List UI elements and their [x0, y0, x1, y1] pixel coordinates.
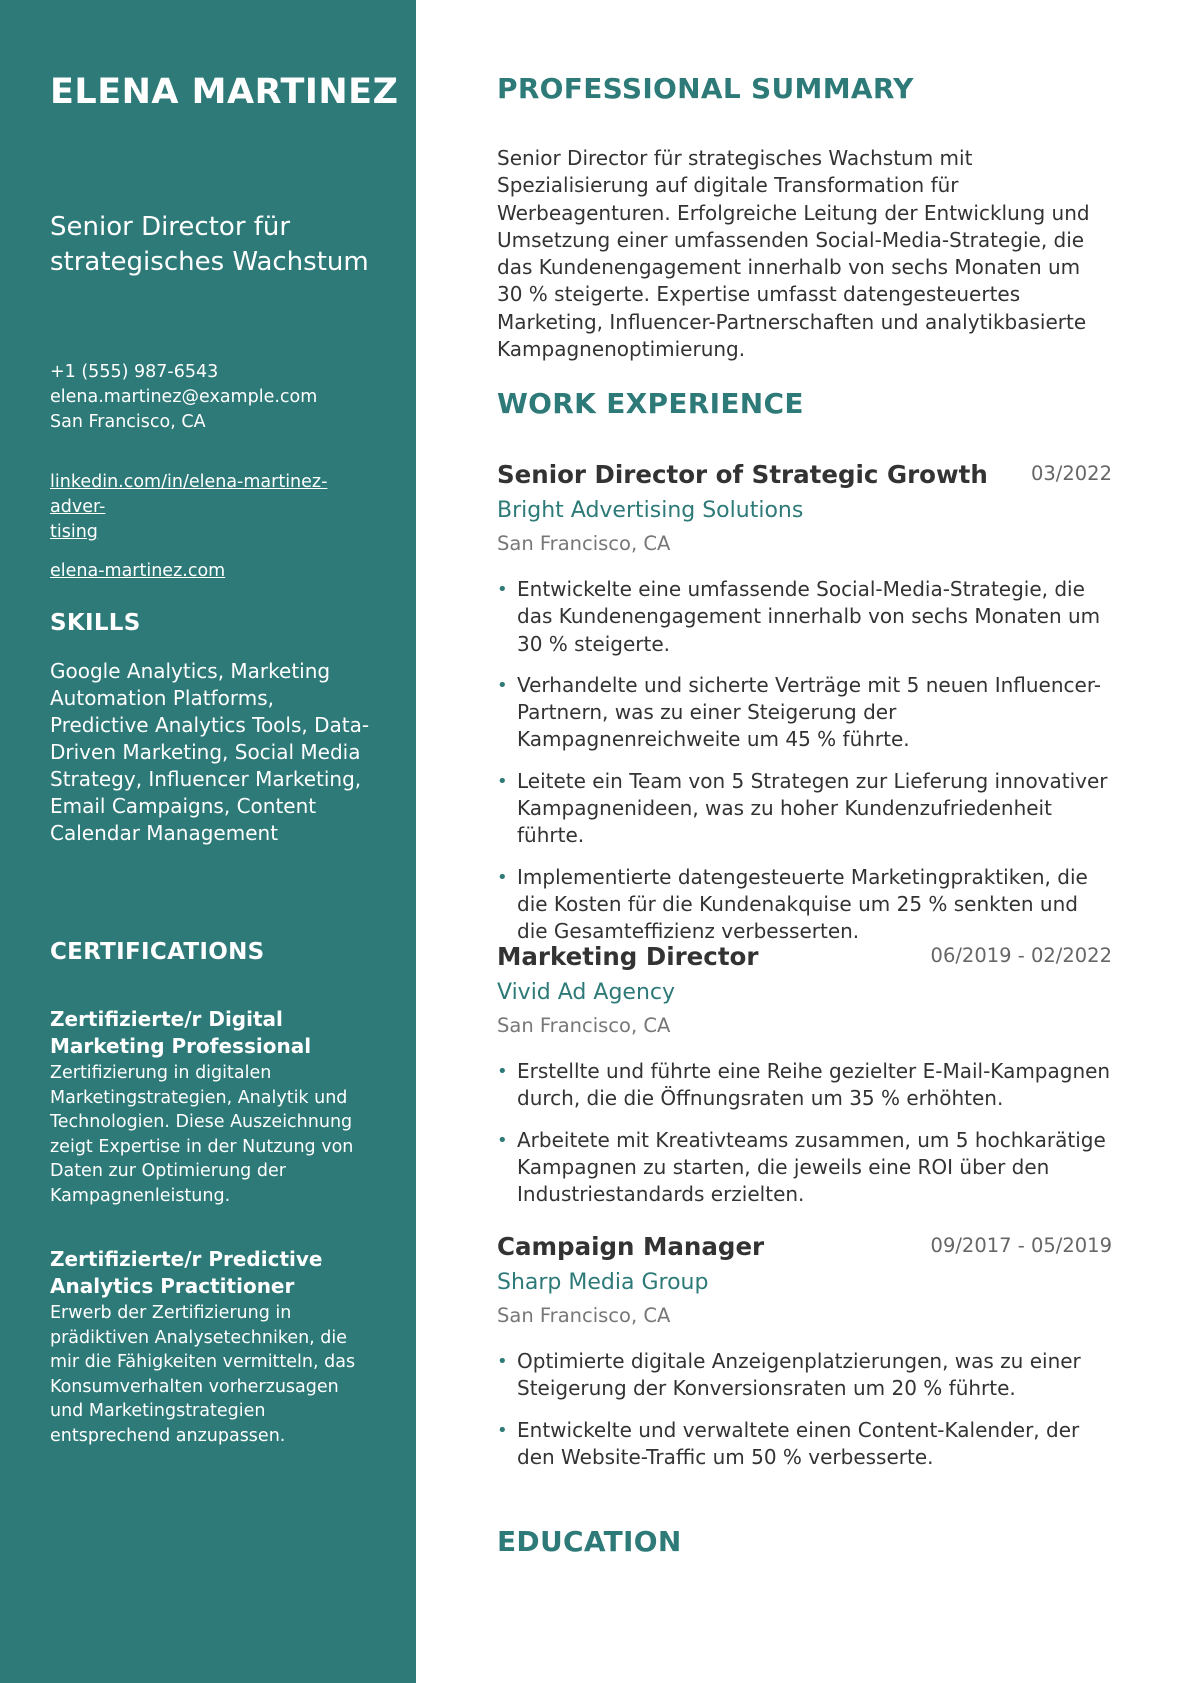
job-date: 09/2017 - 05/2019	[930, 1234, 1112, 1257]
linkedin-link[interactable]	[50, 470, 380, 545]
job-bullets	[497, 576, 1112, 946]
company-name: Vivid Ad Agency	[497, 980, 675, 1005]
job-entry	[497, 1232, 1112, 1485]
bullet-icon: •	[497, 770, 508, 792]
certifications-heading: CERTIFICATIONS	[50, 939, 265, 965]
list-item: • Optimierte digitale Anzeigenplatzierungen, was zu einer Steigerung der Konversionsraten um 20 % führte.	[497, 1349, 1081, 1401]
certification-title: Zertifizierte/r Digital Marketing Professional	[50, 1007, 312, 1058]
company-name: Sharp Media Group	[497, 1270, 709, 1295]
profile-links	[50, 470, 380, 584]
list-item: • Entwickelte und verwaltete einen Content-Kalender, der den Website-Traffic um 50 % verbesserte.	[497, 1417, 1080, 1469]
main-content	[497, 0, 1112, 1683]
certification-item	[50, 1246, 375, 1448]
bullet-icon: •	[497, 1061, 508, 1082]
linkedin-link-line2: tising	[50, 522, 98, 542]
summary-heading: PROFESSIONAL SUMMARY	[497, 72, 914, 105]
certification-description: Erwerb der Zertifizierung in prädiktiven Analysetechniken, die mir die Fähigkeiten vermitteln, das Konsumverhalten vorherzusagen und Marketingstrategien entsprechend anzupassen.	[50, 1303, 356, 1446]
certification-title: Zertifizierte/r Predictive Analytics Practitioner	[50, 1247, 323, 1298]
company-name: Bright Advertising Solutions	[497, 498, 804, 523]
website-link[interactable]: elena-martinez.com	[50, 561, 226, 581]
phone-number: +1 (555) 987-6543	[50, 362, 219, 382]
certification-description: Zertifizierung in digitalen Marketingstrategien, Analytik und Technologien. Diese Auszeichnung zeigt Expertise in der Nutzung von Daten zur Optimierung der Kampagnenleistung.	[50, 1063, 354, 1206]
education-heading: EDUCATION	[497, 1525, 682, 1558]
email-address: elena.martinez@example.com	[50, 387, 318, 407]
job-date: 03/2022	[1030, 462, 1112, 485]
job-bullets	[497, 1348, 1112, 1471]
summary-text: Senior Director für strategisches Wachstum mit Spezialisierung auf digitale Transformation für Werbeagenturen. Erfolgreiche Leitung der Entwicklung und Umsetzung einer umfassenden Social-Media-Strategie, die das Kundenengagement innerhalb von sechs Monaten um 30 % steigerte. Expertise umfasst datengesteuertes Marketing, Influencer-Partnerschaften und analytikbasierte Kampagnenoptimierung.	[497, 146, 1090, 362]
experience-heading: WORK EXPERIENCE	[497, 387, 804, 420]
bullet-icon: •	[497, 866, 508, 888]
list-item: • Arbeitete mit Kreativteams zusammen, um 5 hochkarätige Kampagnen zu starten, die jeweils eine ROI über den Industriestandards erzielten.	[497, 1127, 1106, 1207]
certification-item	[50, 1006, 375, 1208]
job-title: Campaign Manager	[497, 1232, 765, 1261]
job-bullets	[497, 1058, 1112, 1208]
job-location: San Francisco, CA	[497, 1304, 671, 1327]
job-location: San Francisco, CA	[497, 532, 671, 555]
list-item: • Verhandelte und sicherte Verträge mit 5 neuen Influencer-Partnern, was zu einer Steigerung der Kampagnenreichweite um 45 % führte.	[497, 672, 1101, 752]
job-entry	[497, 942, 1112, 1222]
bullet-icon: •	[497, 1129, 508, 1151]
job-location: San Francisco, CA	[497, 1014, 671, 1037]
bullet-icon: •	[497, 674, 508, 696]
list-item: • Erstellte und führte eine Reihe gezielter E-Mail-Kampagnen durch, die die Öffnungsraten um 35 % erhöhten.	[497, 1059, 1111, 1111]
sidebar	[0, 0, 416, 1683]
location-text: San Francisco, CA	[50, 412, 206, 432]
job-title: Marketing Director	[497, 942, 759, 971]
list-item: • Implementierte datengesteuerte Marketingpraktiken, die die Kosten für die Kundenakquise um 25 % senkten und die Gesamteffizienz verbesserten.	[497, 864, 1088, 944]
linkedin-link-line1: linkedin.com/in/elena-martinez-adver-	[50, 472, 328, 517]
skills-list: Google Analytics, Marketing Automation Platforms, Predictive Analytics Tools, Data-Driven Marketing, Social Media Strategy, Influencer Marketing, Email Campaigns, Content Calendar Management	[50, 659, 370, 845]
bullet-icon: •	[497, 579, 508, 600]
contact-info	[50, 360, 380, 435]
bullet-icon: •	[497, 1351, 508, 1372]
candidate-name: ELENA MARTINEZ	[50, 72, 399, 112]
job-title: Senior Director of Strategic Growth	[497, 460, 988, 489]
list-item: • Entwickelte eine umfassende Social-Media-Strategie, die das Kundenengagement innerhalb von sechs Monaten um 30 % steigerte.	[497, 577, 1101, 656]
job-entry	[497, 460, 1112, 960]
candidate-headline: Senior Director für strategisches Wachstum	[50, 212, 369, 277]
job-date: 06/2019 - 02/2022	[930, 944, 1112, 967]
list-item: • Leitete ein Team von 5 Strategen zur Lieferung innovativer Kampagnenideen, was zu hoher Kundenzufriedenheit führte.	[497, 768, 1108, 848]
bullet-icon: •	[497, 1419, 508, 1441]
skills-heading: SKILLS	[50, 610, 141, 636]
